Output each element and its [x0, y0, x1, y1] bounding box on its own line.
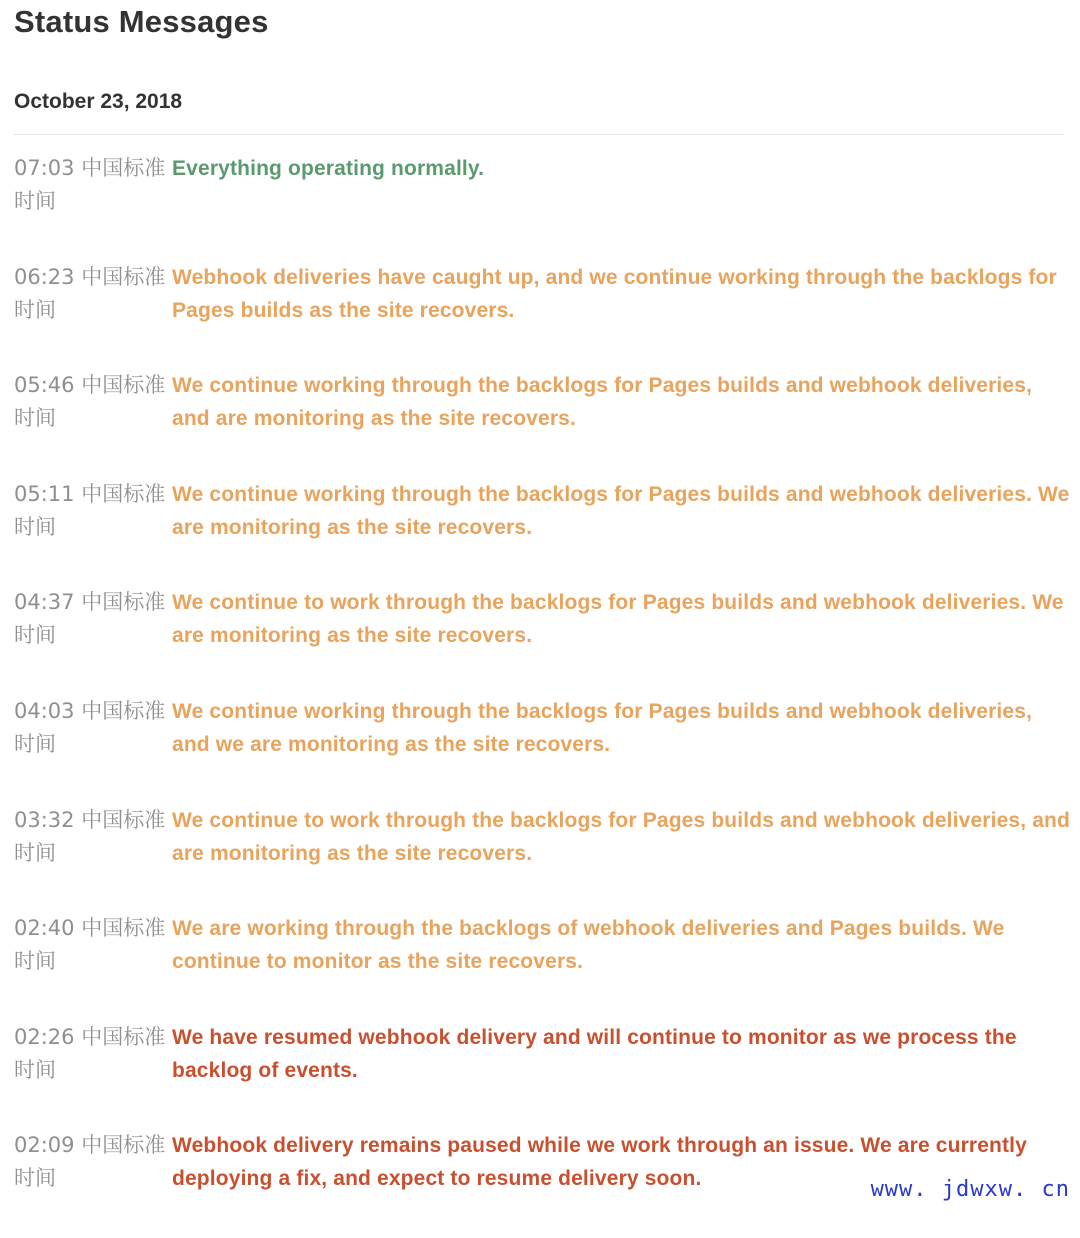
divider	[14, 134, 1064, 135]
date-heading: October 23, 2018	[14, 90, 183, 113]
message-text: We continue working through the backlogs for Pages builds and webhook deliveries, and we are monitoring as the site recovers.	[172, 699, 1033, 756]
status-message-list	[14, 152, 1072, 1238]
message-time: 07:03 中国标准时间	[14, 156, 166, 213]
message-time: 05:11 中国标准时间	[14, 481, 166, 539]
status-message	[14, 478, 1072, 587]
message-text: Webhook delivery remains paused while we work through an issue. We are currently deploying a fix, and expect to resume delivery soon.	[172, 1134, 1027, 1191]
message-time: 04:03 中国标准时间	[14, 698, 166, 756]
message-text: We are working through the backlogs of webhook deliveries and Pages builds. We continue to monitor as the site recovers.	[172, 917, 1005, 974]
message-text: We continue to work through the backlogs for Pages builds and webhook deliveries. We are monitoring as the site recovers.	[172, 591, 1064, 648]
message-text: Everything operating normally.	[172, 157, 485, 180]
status-message	[14, 586, 1072, 695]
status-message	[14, 1021, 1072, 1130]
message-text: Webhook deliveries have caught up, and we continue working through the backlogs for Pages builds as the site recovers.	[172, 265, 1057, 322]
status-message	[14, 912, 1072, 1021]
message-time: 02:09 中国标准时间	[14, 1133, 166, 1191]
message-text: We continue working through the backlogs for Pages builds and webhook deliveries, and are monitoring as the site recovers.	[172, 374, 1033, 431]
message-time: 04:37 中国标准时间	[14, 590, 166, 648]
status-message	[14, 261, 1072, 370]
watermark: www. jdwxw. cn	[870, 1177, 1070, 1202]
status-message	[14, 695, 1072, 804]
status-message	[14, 369, 1072, 478]
status-message	[14, 804, 1072, 913]
message-text: We continue working through the backlogs for Pages builds and webhook deliveries. We are monitoring as the site recovers.	[172, 482, 1070, 539]
message-time: 06:23 中国标准时间	[14, 264, 166, 322]
message-time: 03:32 中国标准时间	[14, 807, 166, 865]
message-time: 02:26 中国标准时间	[14, 1024, 166, 1082]
message-time: 02:40 中国标准时间	[14, 916, 166, 974]
message-text: We continue to work through the backlogs for Pages builds and webhook deliveries, and are monitoring as the site recovers.	[172, 808, 1070, 865]
message-time: 05:46 中国标准时间	[14, 373, 166, 431]
page-title: Status Messages	[14, 4, 269, 39]
status-message	[14, 152, 1072, 261]
message-text: We have resumed webhook delivery and will continue to monitor as we process the backlog of events.	[172, 1025, 1017, 1082]
